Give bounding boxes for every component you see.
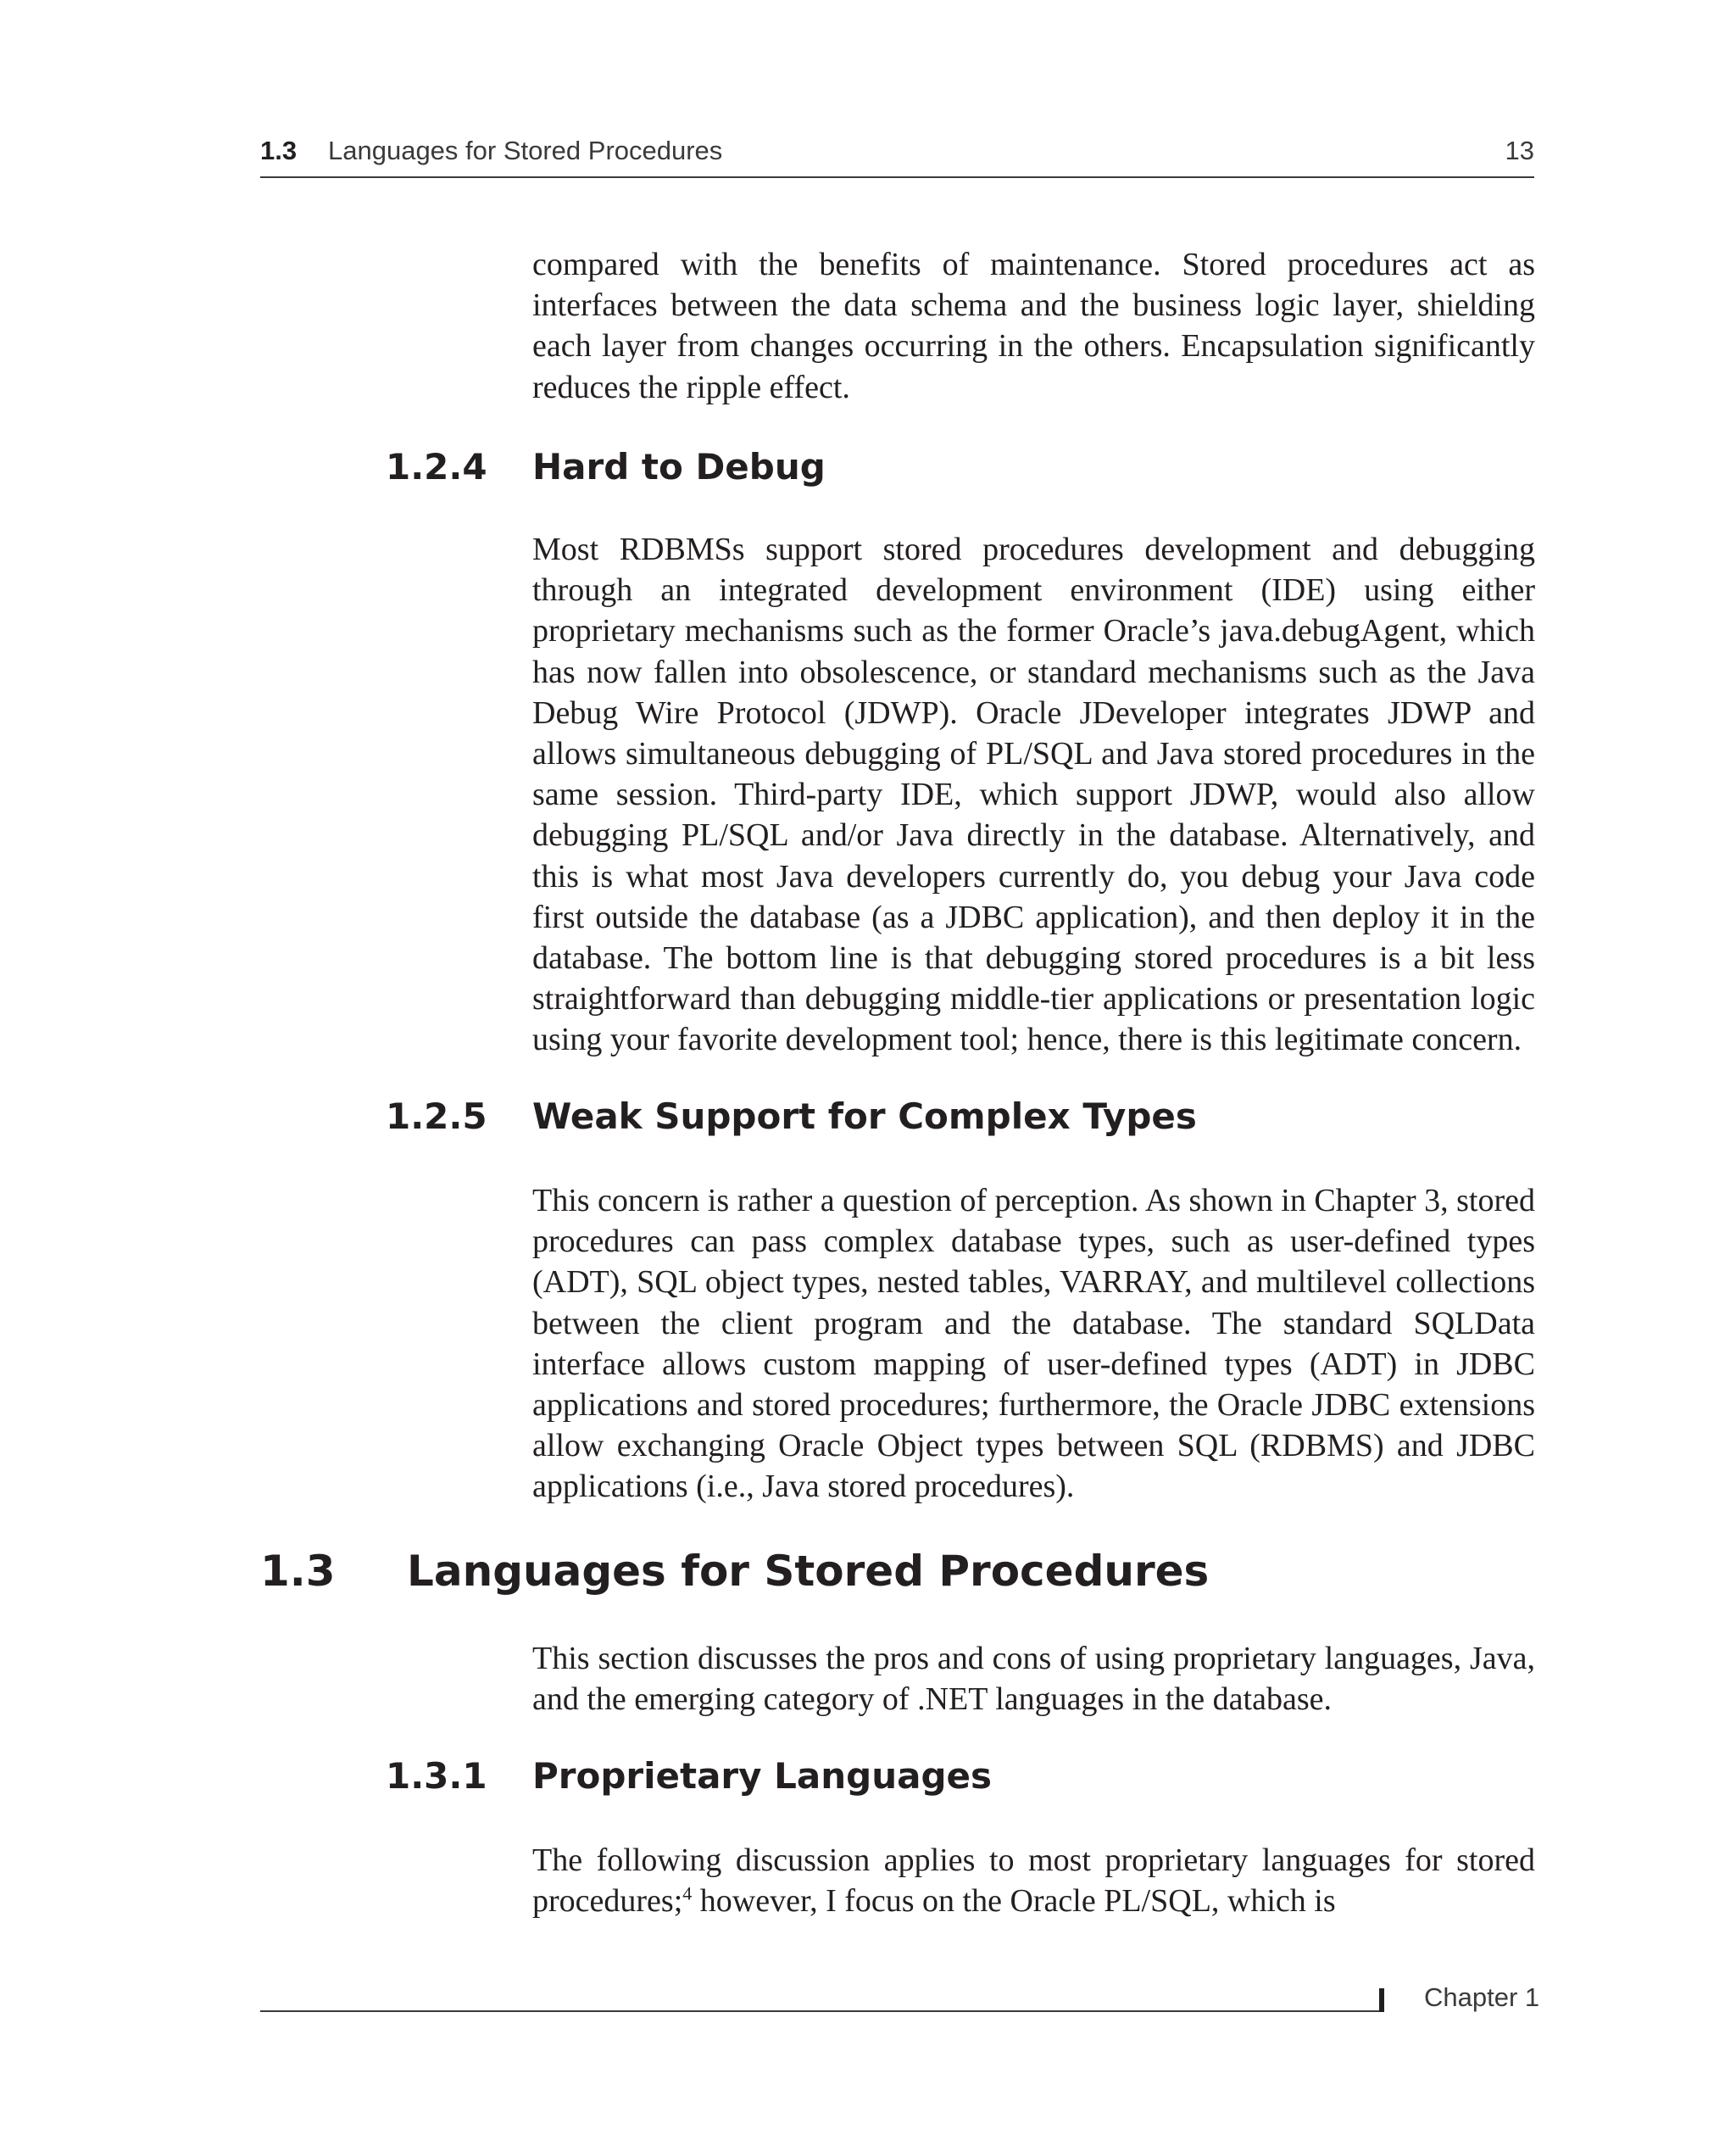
paragraph-complex-types: This concern is rather a question of perception. As shown in Chapter 3, stored procedures can pass complex database types, such as user-defined types (ADT), SQL object types, nested tables, VARRAY, and multilevel collections between the client program and the database. The standard SQLData interface allows custom mapping of user-defined types (ADT) in JDBC applications and stored procedures; furthermore, the Oracle JDBC extensions allow exchanging Oracle Object types between SQL (RDBMS) and JDBC applications (i.e., Java stored procedures).	[532, 1183, 1535, 1505]
heading-title: Weak Support for Complex Types	[532, 1095, 1197, 1137]
paragraph-proprietary-languages	[532, 1840, 1535, 1921]
paragraph-languages-intro: This section discusses the pros and cons of using proprietary languages, Java, and the emerging category of .NET languages in the database.	[532, 1641, 1535, 1718]
paragraph-text-start: The following discussion applies to most proprietary languages for stored procedures;	[532, 1842, 1535, 1920]
heading-weak-support-complex-types	[386, 1095, 1572, 1143]
heading-languages-for-stored-procedures	[260, 1547, 1532, 1603]
heading-number: 1.3	[260, 1547, 336, 1596]
heading-title: Hard to Debug	[532, 446, 826, 488]
heading-title: Proprietary Languages	[532, 1755, 993, 1797]
page-number: 13	[1505, 136, 1534, 165]
heading-title: Languages for Stored Procedures	[407, 1547, 1210, 1596]
footer-chapter-label: Chapter 1	[1424, 1982, 1540, 2012]
paragraph-hard-to-debug: Most RDBMSs support stored procedures development and debugging through an integrated development environment (IDE) using either proprietary mechanisms such as the former Oracle’s java.debugAgent, which has now fallen into obsolescence, or standard mechanisms such as the Java Debug Wire Protocol (JDWP). Oracle JDeveloper integrates JDWP and allows simultaneous debugging of PL/SQL and Java stored procedures in the same session. Third-party IDE, which support JDWP, would also allow debugging PL/SQL and/or Java directly in the database. Alternatively, and this is what most Java developers currently do, you debug your Java code first outside the database (as a JDBC application), and then deploy it in the database. The bottom line is that debugging stored procedures is a bit less straightforward than debugging middle-tier applications or presentation logic using your favorite development tool; hence, there is this legitimate concern.	[532, 532, 1535, 1058]
footer-rule	[260, 2010, 1379, 2012]
paragraph-encapsulation: compared with the benefits of maintenance. Stored procedures act as interfaces between the data schema and the business logic layer, shielding each layer from changes occurring in the others. Encapsulation significantly reduces the ripple effect.	[532, 247, 1535, 405]
heading-proprietary-languages	[386, 1755, 1572, 1803]
heading-number: 1.3.1	[386, 1755, 487, 1797]
paragraph-text-end: however, I focus on the Oracle PL/SQL, which is	[692, 1883, 1336, 1920]
running-head-section-title: Languages for Stored Procedures	[328, 136, 723, 165]
running-head	[260, 129, 1534, 178]
footnote-reference-4[interactable]: 4	[682, 1882, 693, 1904]
running-head-section-number: 1.3	[260, 136, 298, 165]
heading-hard-to-debug	[386, 446, 1572, 493]
heading-number: 1.2.5	[386, 1095, 487, 1137]
heading-number: 1.2.4	[386, 446, 487, 488]
footer-chapter-marker	[1379, 1988, 1384, 2012]
